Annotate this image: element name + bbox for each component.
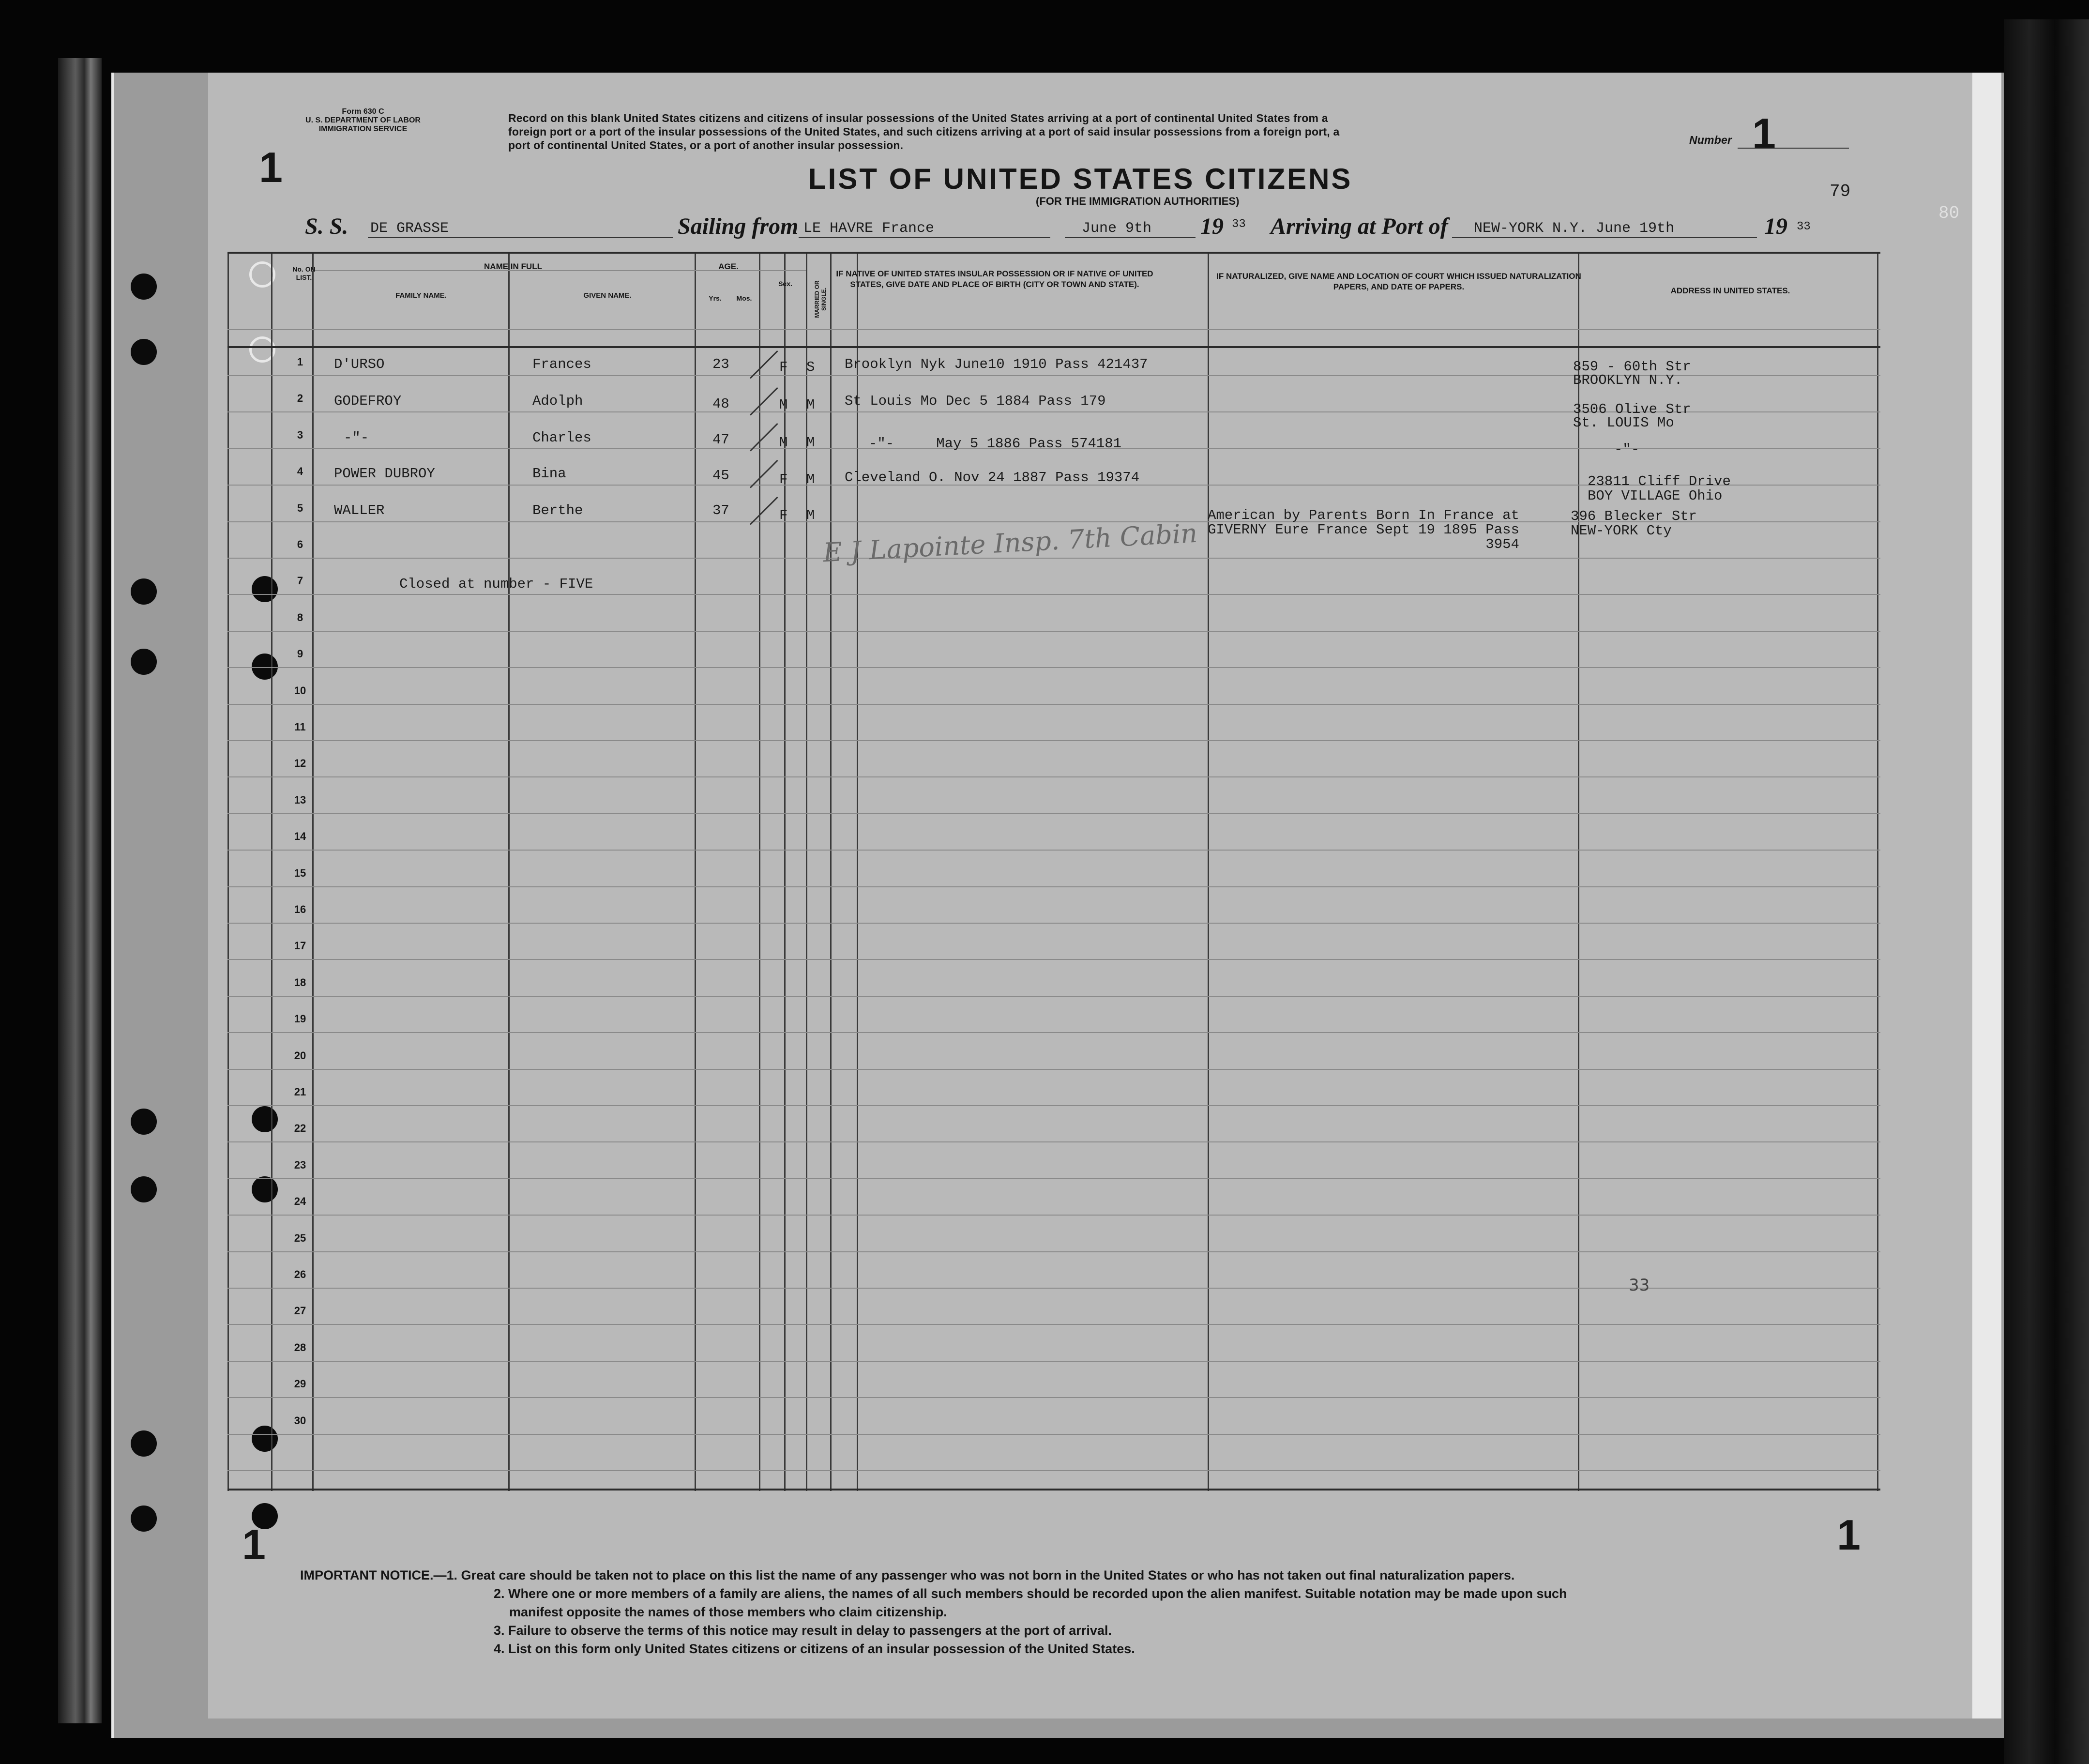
- entry-5-naturalized: American by Parents Born In France at GIVERNY Eure France Sept 19 1895 Pass 3954: [1208, 507, 1519, 552]
- row-rule: [227, 558, 1880, 559]
- row-number: 3: [297, 428, 303, 441]
- entry-1-birth: Brooklyn Nyk June10 1910 Pass 421437: [845, 356, 1148, 372]
- notice-item-2-cont: manifest opposite the names of those members who claim citizenship.: [509, 1605, 947, 1619]
- sailing-port-underline: [799, 237, 1050, 238]
- row-number: 10: [294, 684, 306, 697]
- punch-hole: [131, 1176, 157, 1202]
- col-family-name: FAMILY NAME.: [395, 291, 447, 300]
- col-given-name: GIVEN NAME.: [583, 291, 632, 300]
- notice-item-1: —1. Great care should be taken not to place on this list the name of any passenger who was not born in the United States or who has not taken out final naturalization papers.: [433, 1568, 1515, 1582]
- row-number: 13: [294, 793, 306, 806]
- col-naturalized: IF NATURALIZED, GIVE NAME AND LOCATION OF COURT WHICH ISSUED NATURALIZATION PAPERS, AND DATE OF PAPERS.: [1216, 272, 1581, 291]
- sailing-port: LE HAVRE France: [803, 220, 935, 237]
- entry-2-birth: St Louis Mo Dec 5 1884 Pass 179: [845, 393, 1106, 409]
- sailing-year: 33: [1232, 218, 1246, 231]
- entry-4-status: M: [806, 471, 815, 487]
- entry-5-given: Berthe: [532, 502, 583, 518]
- col-address: ADDRESS IN UNITED STATES.: [1670, 286, 1790, 295]
- sheet-mark-bottom-left: 1: [242, 1521, 266, 1568]
- page-title: LIST OF UNITED STATES CITIZENS: [808, 163, 1353, 195]
- header-rule: [227, 329, 1880, 330]
- binder-spine: [58, 58, 102, 1723]
- arriving-year: 33: [1797, 220, 1811, 233]
- column-rule: [1877, 252, 1878, 1491]
- page-number: 79: [1830, 182, 1851, 201]
- arriving-port: NEW-YORK N.Y. June 19th: [1474, 220, 1675, 237]
- form-identifier: [276, 107, 450, 134]
- ship-name: DE GRASSE: [370, 220, 449, 237]
- col-age: AGE.: [718, 262, 739, 271]
- row-rule: [227, 1397, 1880, 1398]
- column-rule: [227, 252, 229, 1491]
- entry-3-birth: -"- May 5 1886 Pass 574181: [869, 436, 1122, 452]
- instruction-line: foreign port or a port of the insular possessions of the United States, and such citizens arriving at a port of said insular possessions from a foreign port, a: [508, 125, 1340, 138]
- column-rule: [759, 252, 760, 1491]
- entry-3-address: -"-: [1614, 441, 1640, 457]
- service-name: IMMIGRATION SERVICE: [318, 125, 408, 133]
- arriving-label: Arriving at Port of: [1271, 213, 1448, 239]
- table-bottom-rule: [227, 1489, 1880, 1490]
- column-rule: [1578, 252, 1579, 1491]
- row-number: 26: [294, 1268, 306, 1280]
- row-number: 24: [294, 1195, 306, 1208]
- pencil-mark: 33: [1629, 1276, 1650, 1295]
- row-number: 18: [294, 976, 306, 988]
- row-rule: [227, 1470, 1880, 1471]
- row-number: 29: [294, 1378, 306, 1390]
- row-rule: [227, 667, 1880, 668]
- row-number: 4: [297, 465, 303, 478]
- entry-3-family: -"-: [344, 430, 369, 446]
- col-no-on-list: No. ON LIST.: [292, 265, 316, 281]
- row-rule: [227, 594, 1880, 595]
- form-instructions: [508, 111, 1626, 152]
- entry-1-family: D'URSO: [334, 356, 385, 372]
- row-number: 7: [297, 575, 303, 587]
- entry-2-given: Adolph: [532, 393, 583, 409]
- row-number: 22: [294, 1122, 306, 1135]
- sheet-mark-left: 1: [259, 143, 283, 191]
- number-label: Number: [1689, 134, 1732, 146]
- inspector-signature: E J Lapointe Insp. 7th Cabin: [822, 517, 1198, 568]
- col-name-in-full: NAME IN FULL: [484, 262, 542, 271]
- column-rule: [271, 252, 272, 1491]
- sailing-date: June 9th: [1082, 220, 1152, 237]
- row-number: 1: [297, 356, 303, 368]
- punch-hole: [131, 578, 157, 605]
- row-rule: [227, 1215, 1880, 1216]
- column-rule: [1208, 252, 1209, 1491]
- entry-2-address: 3506 Olive Str St. LOUIS Mo: [1573, 401, 1691, 431]
- row-rule: [227, 1105, 1880, 1106]
- sheet-mark-bottom-right: 1: [1837, 1511, 1861, 1559]
- row-rule: [227, 631, 1880, 632]
- row-number: 25: [294, 1232, 306, 1244]
- row-number: 8: [297, 611, 303, 623]
- column-rule: [695, 252, 696, 1491]
- entry-4-age: 45: [712, 468, 729, 484]
- col-age-yrs: Yrs.: [709, 294, 722, 302]
- punch-hole: [131, 1505, 157, 1532]
- row-rule: [227, 1251, 1880, 1252]
- row-number: 11: [294, 721, 306, 733]
- row-number: 23: [294, 1158, 306, 1171]
- entry-4-given: Bina: [532, 466, 566, 482]
- row-number: 16: [294, 903, 306, 915]
- row-rule: [227, 813, 1880, 814]
- row-rule: [227, 1434, 1880, 1435]
- row-number: 14: [294, 830, 306, 843]
- important-notice: [300, 1566, 1902, 1658]
- row-rule: [227, 923, 1880, 924]
- row-number: 20: [294, 1049, 306, 1062]
- entry-2-sex: M: [779, 397, 788, 413]
- row-number: 6: [297, 538, 303, 550]
- row-number: 5: [297, 502, 303, 514]
- ship-underline: [368, 237, 673, 238]
- entry-2-status: M: [806, 397, 815, 413]
- entry-1-sex: F: [779, 359, 788, 375]
- row-rule: [227, 1178, 1880, 1179]
- entry-3-age: 47: [712, 432, 729, 448]
- entry-5-status: M: [806, 507, 815, 523]
- notice-item-3: 3. Failure to observe the terms of this notice may result in delay to passengers at the port of arrival.: [494, 1623, 1112, 1638]
- punch-hole: [131, 1430, 157, 1457]
- row-number: 19: [294, 1013, 306, 1025]
- row-number: 15: [294, 867, 306, 879]
- entry-3-given: Charles: [532, 430, 591, 446]
- entry-3-status: M: [806, 435, 815, 451]
- col-married-or-single: MARRIED OR SINGLE.: [814, 280, 827, 318]
- scan-border: [2004, 19, 2089, 1764]
- entry-1-age: 23: [712, 356, 729, 372]
- row-rule: [227, 1141, 1880, 1142]
- notice-item-4: 4. List on this form only United States citizens or citizens of an insular possession of the United States.: [494, 1642, 1135, 1656]
- department-name: U. S. DEPARTMENT OF LABOR: [305, 116, 421, 124]
- entry-1-address: 859 - 60th Str BROOKLYN N.Y.: [1573, 359, 1691, 388]
- entry-3-sex: M: [779, 435, 788, 451]
- punch-hole: [131, 339, 157, 365]
- header-rule: [227, 346, 1880, 348]
- entry-1-given: Frances: [532, 356, 591, 372]
- row-rule: [227, 1324, 1880, 1325]
- instruction-line: port of continental United States, or a port of another insular possession.: [508, 139, 904, 152]
- row-number: 17: [294, 940, 306, 952]
- row-number: 28: [294, 1341, 306, 1353]
- column-rule: [857, 252, 858, 1491]
- punch-hole: [131, 649, 157, 675]
- col-birth: IF NATIVE OF UNITED STATES INSULAR POSSESSION OR IF NATIVE OF UNITED STATES, GIVE DATE AND PLACE OF BIRTH (CITY OR TOWN AND STATE).: [836, 269, 1153, 289]
- sailing-date-underline: [1065, 237, 1196, 238]
- notice-heading: IMPORTANT NOTICE.: [300, 1568, 434, 1582]
- row-rule: [227, 1361, 1880, 1362]
- row-rule: [227, 740, 1880, 741]
- notice-item-2: 2. Where one or more members of a family are aliens, the names of all such members should be recorded upon the alien manifest. Suitable notation may be made upon such: [494, 1586, 1567, 1601]
- col-sex: Sex.: [778, 280, 792, 288]
- number-value: 1: [1752, 109, 1776, 157]
- arriving-port-underline: [1452, 237, 1757, 238]
- arriving-year-prefix: 19: [1764, 213, 1787, 239]
- entry-5-address: 396 Blecker Str NEW-YORK Cty: [1571, 508, 1697, 539]
- row-number: 21: [294, 1086, 306, 1098]
- row-rule: [227, 850, 1880, 851]
- entry-4-birth: Cleveland O. Nov 24 1887 Pass 19374: [845, 470, 1140, 486]
- row-rule: [227, 776, 1880, 777]
- sailing-year-prefix: 19: [1200, 213, 1224, 239]
- row-number: 27: [294, 1305, 306, 1317]
- punch-hole: [131, 1109, 157, 1135]
- page-subtitle: (FOR THE IMMIGRATION AUTHORITIES): [1036, 195, 1240, 207]
- col-age-mos: Mos.: [736, 294, 752, 302]
- row-rule: [227, 704, 1880, 705]
- entry-1-status: S: [806, 359, 815, 375]
- row-number: 12: [294, 757, 306, 770]
- column-rule: [508, 252, 510, 1491]
- entry-4-family: POWER DUBROY: [334, 466, 435, 482]
- row-rule: [227, 886, 1880, 887]
- closed-note: Closed at number - FIVE: [399, 576, 593, 592]
- row-number: 2: [297, 392, 303, 405]
- instruction-line: Record on this blank United States citizens and citizens of insular possessions of the United States arriving at a port of continental United States from a: [508, 112, 1328, 124]
- entry-5-family: WALLER: [334, 502, 385, 518]
- page-number-secondary: 80: [1938, 203, 1960, 223]
- entry-5-age: 37: [712, 502, 729, 518]
- punch-hole: [131, 274, 157, 300]
- sailing-label: Sailing from: [678, 213, 799, 239]
- row-rule: [227, 996, 1880, 997]
- number-underline: [1738, 148, 1849, 149]
- entry-2-family: GODEFROY: [334, 393, 402, 409]
- row-rule: [227, 959, 1880, 960]
- entry-4-address: 23811 Cliff Drive BOY VILLAGE Ohio: [1588, 473, 1731, 504]
- entry-4-sex: F: [779, 471, 788, 487]
- column-rule: [830, 252, 832, 1491]
- ss-label: S. S.: [305, 213, 348, 239]
- entry-2-age: 48: [712, 396, 729, 412]
- form-number: Form 630 C: [342, 107, 384, 116]
- row-number: 9: [297, 648, 303, 660]
- page-edge: [1972, 73, 2001, 1718]
- header-rule: [227, 252, 1880, 254]
- entry-5-sex: F: [779, 507, 788, 523]
- row-rule: [227, 1032, 1880, 1033]
- row-rule: [227, 1069, 1880, 1070]
- row-number: 30: [294, 1414, 306, 1427]
